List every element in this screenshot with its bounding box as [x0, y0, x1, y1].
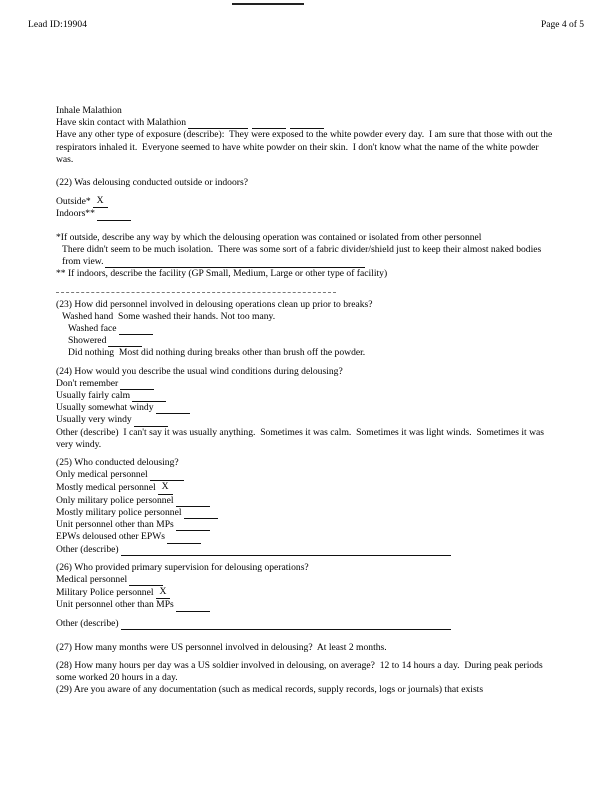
q22-footnote-outside-answer: [56, 244, 556, 268]
q22-indoors-dotted-blank[interactable]: [56, 280, 556, 292]
q23-washed-hand-answer: Some washed their hands. Not too many.: [117, 310, 276, 322]
q24-other-answer: I can't say it was usually anything. Sometimes it was calm. Sometimes it was light winds. Sometimes it was very windy.: [56, 426, 547, 450]
q25-only-medical-blank[interactable]: [150, 471, 184, 481]
q24-fairly-calm-blank[interactable]: [132, 392, 166, 402]
q26-mp-mark[interactable]: X: [156, 586, 171, 599]
q25-option-only-medical[interactable]: [56, 469, 556, 481]
q24-option-somewhat-windy[interactable]: [56, 402, 556, 414]
q25-mostly-mp-blank[interactable]: [184, 509, 218, 519]
inhale-line: Inhale Malathion: [56, 105, 122, 116]
q26-option-mp[interactable]: [56, 586, 556, 599]
q27-text: How many months were US personnel involved in delousing? At least 2 months.: [74, 641, 387, 653]
q25-only-mp-label: Only military police personnel: [56, 494, 174, 506]
q22-footnote-indoors: ** If indoors, describe the facility (GP Small, Medium, Large or other type of facility): [56, 268, 388, 280]
q26-option-medical[interactable]: [56, 574, 556, 586]
q25-other[interactable]: [56, 544, 556, 556]
q24-number: (24): [56, 365, 72, 377]
q25-option-unit-personnel[interactable]: [56, 519, 556, 531]
q22-footnote-outside: *If outside, describe any way by which the delousing operation was contained or isolated from other personnel: [56, 231, 482, 243]
q23-number: (23): [56, 298, 72, 310]
q26-other-label: Other (describe): [56, 617, 119, 629]
q28-text: How many hours per day was a US soldier involved in delousing, on average? 12 to 14 hours a day. During peak periods some worked 20 hours in a day.: [56, 659, 546, 684]
question-22: [56, 177, 556, 189]
q26-medical-blank[interactable]: [129, 576, 163, 586]
q25-only-mp-blank[interactable]: [176, 497, 210, 507]
q25-only-medical-label: Only medical personnel: [56, 469, 148, 481]
q24-dont-remember-blank[interactable]: [120, 380, 154, 390]
dotted-rule: [56, 285, 336, 293]
skin-contact-blank-3[interactable]: [290, 119, 324, 129]
q24-very-windy-blank[interactable]: [134, 417, 168, 427]
q25-option-only-mp[interactable]: [56, 495, 556, 507]
q24-other[interactable]: [56, 427, 556, 451]
q24-somewhat-windy-blank[interactable]: [156, 404, 190, 414]
q22-outside-answer-blank[interactable]: [105, 258, 365, 268]
q24-option-fairly-calm[interactable]: [56, 390, 556, 402]
q22-indoors-blank[interactable]: [97, 211, 131, 221]
q26-number: (26): [56, 561, 72, 573]
q23-washed-face-label: Washed face: [68, 323, 117, 335]
q23-showered-blank[interactable]: [108, 337, 142, 347]
q23-did-nothing-answer: Most did nothing during breaks other than brush off the powder.: [118, 347, 366, 359]
q24-text: How would you describe the usual wind conditions during delousing?: [74, 365, 343, 377]
q23-option-washed-face[interactable]: [56, 323, 556, 335]
skin-contact-blank-2[interactable]: [252, 119, 286, 129]
page-number: Page 4 of 5: [540, 20, 584, 30]
q25-option-mostly-mp[interactable]: [56, 507, 556, 519]
q26-medical-label: Medical personnel: [56, 573, 128, 585]
question-27: [56, 642, 556, 654]
q26-other-blank[interactable]: [121, 620, 451, 630]
q23-showered-label: Showered: [68, 335, 107, 347]
q23-did-nothing-label: Did nothing: [68, 347, 115, 359]
q26-other[interactable]: [56, 618, 556, 630]
q22-number: (22): [56, 177, 72, 189]
q25-epws-blank[interactable]: [167, 534, 201, 544]
question-25: [56, 457, 556, 469]
document-body: [56, 105, 556, 697]
q24-other-label: Other (describe): [56, 426, 119, 438]
q25-number: (25): [56, 457, 72, 469]
q25-mostly-medical-mark[interactable]: X: [158, 481, 173, 494]
q29-text: Are you aware of any documentation (such as medical records, supply records, logs or journals) that exists: [73, 684, 484, 696]
q23-option-did-nothing[interactable]: [56, 347, 556, 359]
top-edge-mark: [232, 3, 304, 5]
q25-other-label: Other (describe): [56, 543, 119, 555]
q26-unit-personnel-label: Unit personnel other than MPs: [56, 599, 174, 611]
q23-option-washed-hand[interactable]: [56, 311, 556, 323]
q25-option-mostly-medical[interactable]: [56, 481, 556, 494]
q24-option-very-windy[interactable]: [56, 414, 556, 426]
question-28: [56, 660, 556, 684]
question-26: [56, 562, 556, 574]
q23-option-showered[interactable]: [56, 335, 556, 347]
q22-outside-answer-text: There didn't seem to be much isolation. There was some sort of a fabric divider/shield just to keep their almost naked bodies from view.: [62, 243, 544, 268]
q24-dont-remember-label: Don't remember: [56, 377, 119, 389]
q24-option-dont-remember[interactable]: [56, 378, 556, 390]
q25-text: Who conducted delousing?: [74, 457, 179, 469]
lead-id: Lead ID:19904: [28, 20, 88, 30]
q22-outside-mark[interactable]: X: [93, 195, 108, 208]
q22-indoors-label: Indoors**: [56, 208, 95, 220]
q26-option-unit-personnel[interactable]: [56, 599, 556, 611]
q26-text: Who provided primary supervision for delousing operations?: [74, 561, 309, 573]
q25-mostly-mp-label: Mostly military police personnel: [56, 506, 182, 518]
q27-number: (27): [56, 641, 72, 653]
q25-mostly-medical-label: Mostly medical personnel: [56, 482, 156, 494]
q22-indoors-option[interactable]: [56, 208, 556, 220]
q25-unit-personnel-blank[interactable]: [176, 521, 210, 531]
q25-option-epws[interactable]: [56, 531, 556, 543]
other-exposure-answer: Have any other type of exposure (describe): They were exposed to the white powder every day. I am sure that those with out the respirators inhaled it. Everyone seemed to have white powder on their skin. I don't know what the name of the white powder was.: [56, 129, 555, 165]
skin-contact-label: Have skin contact with Malathion: [56, 117, 187, 129]
q26-mp-label: Military Police personnel: [56, 587, 154, 599]
q23-washed-hand-label: Washed hand: [62, 310, 114, 322]
q24-very-windy-label: Usually very windy: [56, 414, 132, 426]
q22-text: Was delousing conducted outside or indoors?: [74, 177, 248, 189]
q23-washed-face-blank[interactable]: [119, 325, 153, 335]
question-29: [56, 684, 556, 696]
q29-number: (29): [56, 684, 72, 696]
q25-unit-personnel-label: Unit personnel other than MPs: [56, 519, 174, 531]
q25-other-blank[interactable]: [121, 546, 451, 556]
q24-fairly-calm-label: Usually fairly calm: [56, 390, 131, 402]
q24-somewhat-windy-label: Usually somewhat windy: [56, 402, 154, 414]
q23-text: How did personnel involved in delousing operations clean up prior to breaks?: [74, 298, 373, 310]
q22-outside-option[interactable]: [56, 195, 556, 208]
skin-contact-line: [56, 117, 556, 129]
page-header: [0, 20, 612, 34]
q22-outside-label: Outside*: [56, 196, 91, 208]
q25-epws-label: EPWs deloused other EPWs: [56, 531, 165, 543]
q26-unit-personnel-blank[interactable]: [176, 602, 210, 612]
skin-contact-blank[interactable]: [188, 119, 248, 129]
question-23: [56, 299, 556, 311]
q28-number: (28): [56, 659, 72, 671]
question-24: [56, 366, 556, 378]
